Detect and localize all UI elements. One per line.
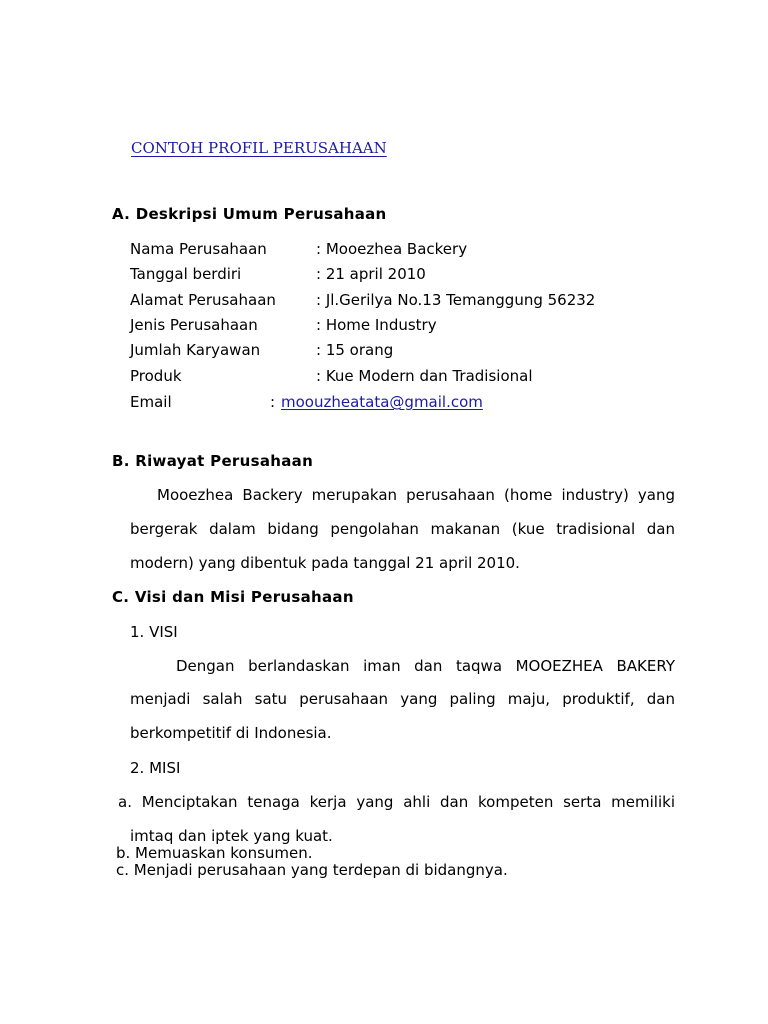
list-item-continuation: imtaq dan iptek yang kuat.	[130, 827, 333, 845]
paragraph-line: berkompetitif di Indonesia.	[130, 724, 332, 742]
paragraph-line: Mooezhea Backery merupakan perusahaan (home industry) yang	[157, 486, 675, 504]
email-colon: :	[270, 393, 276, 411]
field-label: Alamat Perusahaan	[130, 291, 276, 309]
paragraph-line: bergerak dalam bidang pengolahan makanan (kue tradisional dan	[130, 520, 675, 538]
list-item: a. Menciptakan tenaga kerja yang ahli dan kompeten serta memiliki	[118, 793, 675, 811]
paragraph-line: menjadi salah satu perusahaan yang paling maju, produktif, dan	[130, 690, 675, 708]
field-value: : 15 orang	[316, 341, 394, 359]
document-title: CONTOH PROFIL PERUSAHAAN	[131, 139, 387, 157]
paragraph-line: Dengan berlandaskan iman dan taqwa MOOEZHEA BAKERY	[176, 657, 675, 675]
paragraph-line: modern) yang dibentuk pada tanggal 21 april 2010.	[130, 554, 520, 572]
list-item: c. Menjadi perusahaan yang terdepan di bidangnya.	[116, 861, 508, 879]
misi-heading: 2. MISI	[130, 759, 181, 777]
section-a-heading: A. Deskripsi Umum Perusahaan	[112, 205, 387, 223]
email-label: Email	[130, 393, 172, 411]
field-value: : Mooezhea Backery	[316, 240, 468, 258]
section-c-heading: C. Visi dan Misi Perusahaan	[112, 588, 354, 606]
visi-heading: 1. VISI	[130, 623, 178, 641]
field-label: Nama Perusahaan	[130, 240, 267, 258]
field-label: Jumlah Karyawan	[130, 341, 261, 359]
field-label: Produk	[130, 367, 182, 385]
list-item: b. Memuaskan konsumen.	[116, 844, 313, 862]
field-label: Tanggal berdiri	[130, 265, 242, 283]
field-value: : Home Industry	[316, 316, 437, 334]
field-value: : Jl.Gerilya No.13 Temanggung 56232	[316, 291, 596, 309]
field-value: : Kue Modern dan Tradisional	[316, 367, 533, 385]
field-value: : 21 april 2010	[316, 265, 426, 283]
field-label: Jenis Perusahaan	[130, 316, 258, 334]
email-link[interactable]: moouzheatata@gmail.com	[281, 393, 483, 411]
section-b-heading: B. Riwayat Perusahaan	[112, 452, 314, 470]
